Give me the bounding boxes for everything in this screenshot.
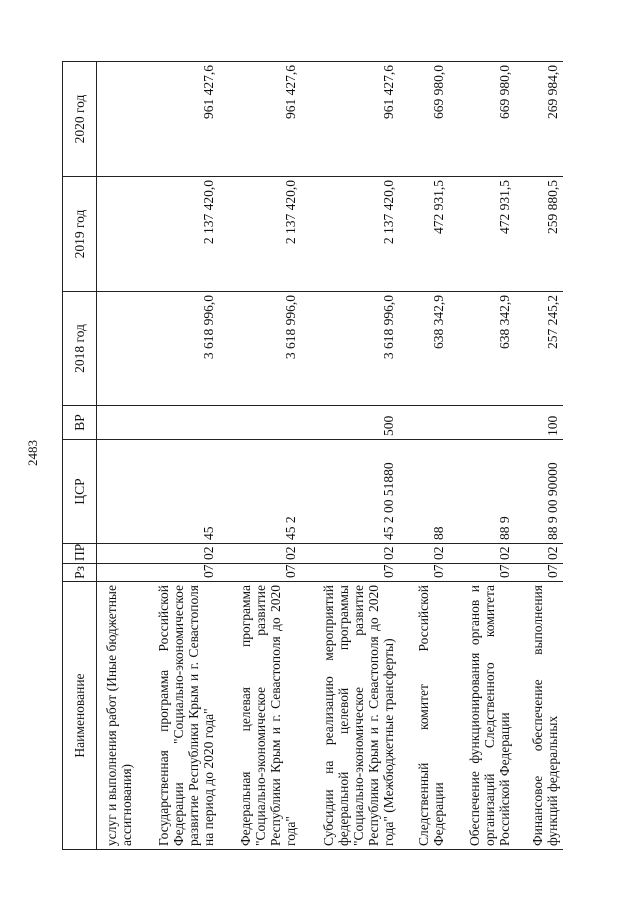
cell-2020 [97,62,137,177]
cell-name: Федеральная целевая программа "Социально-экономическое развитие Республики Крым и г. Севастополя до 2020 года" [219,582,301,850]
cell-2019: 2 137 420,0 [137,177,219,292]
cell-2019: 259 880,5 [515,177,563,292]
budget-table [62,61,563,850]
cell-csr: 88 [399,440,449,544]
cell-2019 [97,177,137,292]
table-row [219,62,301,850]
cell-vr [137,406,219,440]
table-row [97,62,137,850]
cell-rz: 07 [301,564,399,582]
cell-2020: 669 980,0 [399,62,449,177]
cell-csr [97,440,137,544]
cell-2019: 2 137 420,0 [219,177,301,292]
cell-name: Следственный комитет Российской Федерации [399,582,449,850]
cell-2018: 3 618 996,0 [137,292,219,406]
table-row [515,62,563,850]
cell-name: Государственная программа Российской Федерации "Социально-экономическое развитие Республики Крым и г. Севастополя на период до 2020 года" [137,582,219,850]
cell-pr: 02 [301,544,399,564]
cell-vr: 500 [301,406,399,440]
cell-vr [97,406,137,440]
cell-vr [219,406,301,440]
cell-2019: 472 931,5 [399,177,449,292]
cell-2019: 472 931,5 [449,177,515,292]
cell-csr: 45 2 [219,440,301,544]
table-row [301,62,399,850]
table-row [449,62,515,850]
cell-rz [97,564,137,582]
cell-csr: 45 [137,440,219,544]
cell-rz: 07 [399,564,449,582]
cell-2020: 961 427,6 [219,62,301,177]
budget-table-container [62,62,610,850]
cell-rz: 07 [515,564,563,582]
table-row [399,62,449,850]
header-2020: 2020 год [63,62,97,177]
cell-name: Финансовое обеспечение выполнения функций федеральных [515,582,563,850]
cell-2018: 3 618 996,0 [219,292,301,406]
table-row [137,62,219,850]
header-csr: ЦСР [63,440,97,544]
cell-2020: 669 980,0 [449,62,515,177]
page-number-text: 2483 [25,440,40,466]
cell-2020: 961 427,6 [301,62,399,177]
cell-vr [399,406,449,440]
cell-name: услуг и выполнения работ (Иные бюджетные ассигнования) [97,582,137,850]
cell-2018 [97,292,137,406]
cell-2020: 961 427,6 [137,62,219,177]
cell-rz: 07 [219,564,301,582]
cell-2019: 2 137 420,0 [301,177,399,292]
header-pr: ПР [63,544,97,564]
cell-rz: 07 [137,564,219,582]
header-2018: 2018 год [63,292,97,406]
cell-pr: 02 [449,544,515,564]
header-2019: 2019 год [63,177,97,292]
cell-name: Субсидии на реализацию мероприятий федеральной целевой программы "Социально-экономическое развитие Республики Крым и г. Севастополя до 2020 года" (Межбюджетные трансферты) [301,582,399,850]
table-header [63,62,97,850]
cell-rz: 07 [449,564,515,582]
cell-2018: 257 245,2 [515,292,563,406]
cell-csr: 88 9 00 90000 [515,440,563,544]
cell-2018: 638 342,9 [399,292,449,406]
cell-pr: 02 [137,544,219,564]
header-rz: Рз [63,564,97,582]
cell-pr: 02 [219,544,301,564]
page-number [20,433,46,473]
cell-csr: 45 2 00 51880 [301,440,399,544]
cell-pr: 02 [399,544,449,564]
cell-name: Обеспечение функционирования органов и организаций Следственного комитета Российской Федерации [449,582,515,850]
header-vr: ВР [63,406,97,440]
cell-2018: 638 342,9 [449,292,515,406]
cell-pr: 02 [515,544,563,564]
header-name: Наименование [63,582,97,850]
cell-csr: 88 9 [449,440,515,544]
cell-pr [97,544,137,564]
cell-vr: 100 [515,406,563,440]
cell-2020: 269 984,0 [515,62,563,177]
cell-vr [449,406,515,440]
cell-2018: 3 618 996,0 [301,292,399,406]
